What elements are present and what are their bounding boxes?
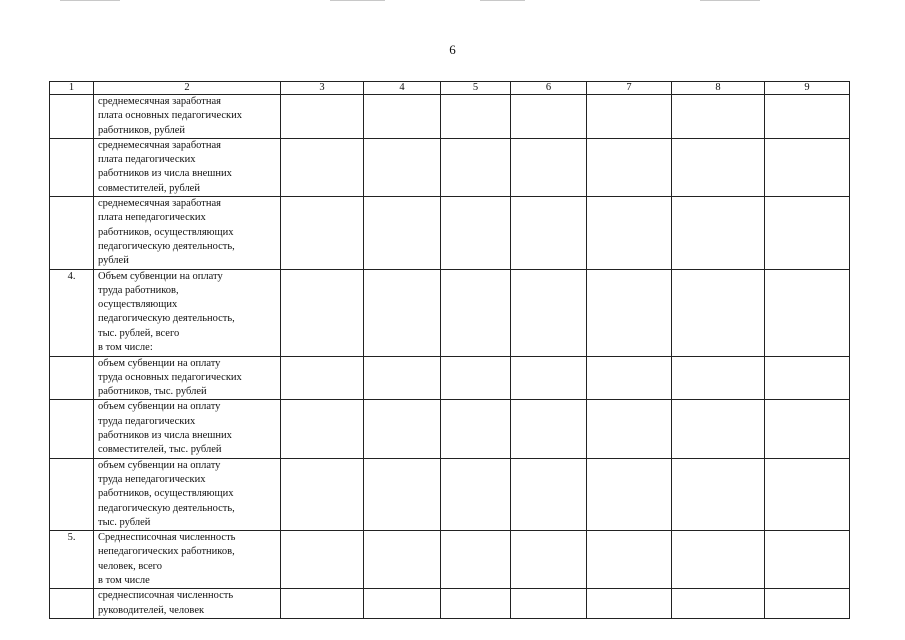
- empty-cell: [364, 531, 441, 589]
- table-row: [50, 531, 850, 589]
- table-row: [50, 138, 850, 196]
- empty-cell: [364, 458, 441, 530]
- empty-cell: [441, 356, 511, 400]
- table-row: [50, 197, 850, 269]
- empty-cell: [364, 400, 441, 458]
- empty-cell: [281, 589, 364, 619]
- empty-cell: [765, 269, 850, 356]
- empty-cell: [511, 458, 587, 530]
- empty-cell: [511, 531, 587, 589]
- empty-cell: [587, 400, 672, 458]
- empty-cell: [511, 197, 587, 269]
- empty-cell: [765, 531, 850, 589]
- empty-cell: [364, 197, 441, 269]
- empty-cell: [587, 269, 672, 356]
- empty-cell: [765, 400, 850, 458]
- row-number: [50, 458, 94, 530]
- empty-cell: [441, 197, 511, 269]
- page-number: 6: [449, 42, 456, 57]
- empty-cell: [587, 458, 672, 530]
- row-number: 5.: [50, 531, 94, 589]
- empty-cell: [511, 269, 587, 356]
- empty-cell: [364, 269, 441, 356]
- empty-cell: [281, 95, 364, 139]
- row-description: среднесписочная численность руководителей, человек: [94, 589, 281, 619]
- row-description: объем субвенции на оплату труда педагогических работников из числа внешних совместителей, тыс. рублей: [94, 400, 281, 458]
- empty-cell: [281, 197, 364, 269]
- empty-cell: [364, 589, 441, 619]
- data-table: [49, 81, 850, 619]
- scan-edge-line: [330, 0, 385, 1]
- empty-cell: [281, 458, 364, 530]
- row-description: Объем субвенции на оплату труда работников, осуществляющих педагогическую деятельность, тыс. рублей, всего в том числе:: [94, 269, 281, 356]
- scan-edge-line: [480, 0, 525, 1]
- empty-cell: [672, 269, 765, 356]
- empty-cell: [765, 138, 850, 196]
- row-number: [50, 95, 94, 139]
- row-description: среднемесячная заработная плата непедагогических работников, осуществляющих педагогическую деятельность, рублей: [94, 197, 281, 269]
- empty-cell: [672, 589, 765, 619]
- empty-cell: [441, 138, 511, 196]
- empty-cell: [281, 400, 364, 458]
- table-header-row: [50, 82, 850, 95]
- column-header: 6: [511, 82, 587, 95]
- table-row: [50, 400, 850, 458]
- empty-cell: [765, 458, 850, 530]
- row-number: [50, 197, 94, 269]
- table-row: [50, 458, 850, 530]
- row-description: Среднесписочная численность непедагогических работников, человек, всего в том числе: [94, 531, 281, 589]
- empty-cell: [511, 589, 587, 619]
- empty-cell: [441, 589, 511, 619]
- scan-edge-line: [60, 0, 120, 1]
- empty-cell: [672, 197, 765, 269]
- row-description: объем субвенции на оплату труда основных педагогических работников, тыс. рублей: [94, 356, 281, 400]
- column-header: 7: [587, 82, 672, 95]
- empty-cell: [672, 531, 765, 589]
- empty-cell: [511, 356, 587, 400]
- row-description: среднемесячная заработная плата педагогических работников из числа внешних совместителей, рублей: [94, 138, 281, 196]
- empty-cell: [511, 138, 587, 196]
- empty-cell: [281, 269, 364, 356]
- empty-cell: [672, 458, 765, 530]
- row-number: [50, 356, 94, 400]
- empty-cell: [281, 356, 364, 400]
- empty-cell: [672, 95, 765, 139]
- column-header: 4: [364, 82, 441, 95]
- column-header: 9: [765, 82, 850, 95]
- table-row: [50, 356, 850, 400]
- empty-cell: [587, 589, 672, 619]
- column-header: 8: [672, 82, 765, 95]
- empty-cell: [441, 458, 511, 530]
- empty-cell: [511, 95, 587, 139]
- empty-cell: [672, 138, 765, 196]
- empty-cell: [672, 356, 765, 400]
- column-header: 1: [50, 82, 94, 95]
- empty-cell: [281, 138, 364, 196]
- empty-cell: [765, 589, 850, 619]
- table-row: [50, 589, 850, 619]
- table-row: [50, 269, 850, 356]
- empty-cell: [364, 95, 441, 139]
- empty-cell: [511, 400, 587, 458]
- empty-cell: [364, 138, 441, 196]
- column-header: 3: [281, 82, 364, 95]
- empty-cell: [587, 356, 672, 400]
- empty-cell: [441, 95, 511, 139]
- scan-edge-line: [700, 0, 760, 1]
- empty-cell: [765, 95, 850, 139]
- row-number: 4.: [50, 269, 94, 356]
- row-number: [50, 138, 94, 196]
- row-number: [50, 589, 94, 619]
- empty-cell: [364, 356, 441, 400]
- empty-cell: [765, 356, 850, 400]
- row-description: среднемесячная заработная плата основных педагогических работников, рублей: [94, 95, 281, 139]
- empty-cell: [765, 197, 850, 269]
- row-number: [50, 400, 94, 458]
- empty-cell: [587, 197, 672, 269]
- column-header: 2: [94, 82, 281, 95]
- row-description: объем субвенции на оплату труда непедагогических работников, осуществляющих педагогическую деятельность, тыс. рублей: [94, 458, 281, 530]
- table-row: [50, 95, 850, 139]
- empty-cell: [672, 400, 765, 458]
- empty-cell: [441, 400, 511, 458]
- empty-cell: [441, 269, 511, 356]
- empty-cell: [587, 531, 672, 589]
- empty-cell: [587, 95, 672, 139]
- empty-cell: [441, 531, 511, 589]
- column-header: 5: [441, 82, 511, 95]
- empty-cell: [281, 531, 364, 589]
- empty-cell: [587, 138, 672, 196]
